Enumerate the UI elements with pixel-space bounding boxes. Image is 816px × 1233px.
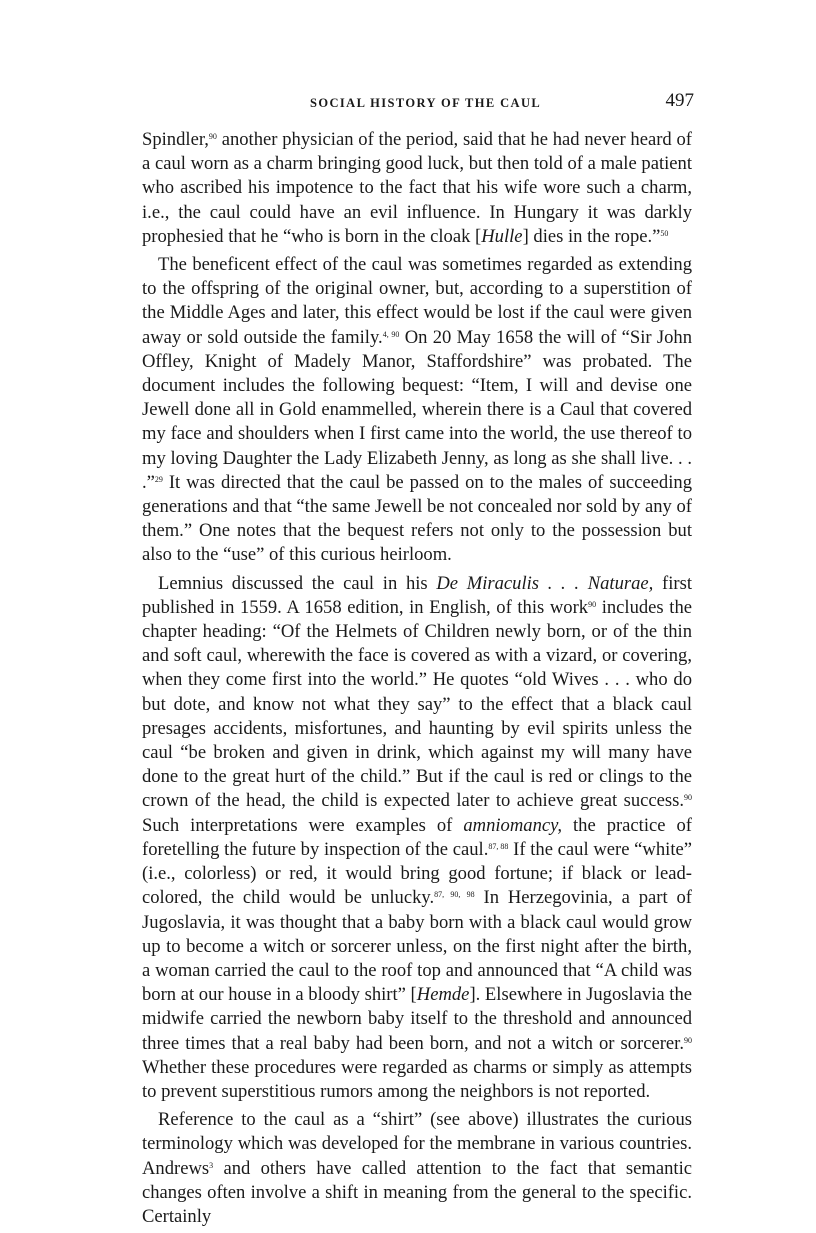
running-head: SOCIAL HISTORY OF THE CAUL	[310, 96, 542, 110]
document-page	[142, 88, 692, 1233]
text-run: In Herzegovinia, a part of Jugoslavia, it was thought that a baby born with a black caul would grow up to become a witch or sorcerer unless, on the first night after the birth, a woman carried the caul to the roof top and announced that “A child was born at our house in a bloody shirt” [	[142, 887, 692, 1006]
body-text	[142, 128, 692, 1229]
text-run: Lemnius discussed the caul in his	[158, 572, 437, 594]
footnote-reference: 50	[660, 228, 669, 238]
text-run: ] dies in the rope.”	[522, 225, 661, 247]
paragraph	[142, 128, 692, 249]
italic-text: Hemde	[416, 984, 470, 1006]
text-run: includes the chapter heading: “Of the Helmets of Children newly born, or of the thin and soft caul, wherewith the face is covered as with a vizard, or covering, when they come first into the world.” He quotes “old Wives . . . who do but dote, and know not what they say” to the effect that a black caul presages accidents, misfortunes, and haunting by evil spirits unless the caul “be broken and given in drink, which against my will many have done to the great hurt of the child.” But if the caul is red or clings to the crown of the head, the child is expected later to achieve great success.	[142, 596, 692, 812]
footnote-reference: 3	[209, 1160, 214, 1170]
paragraph	[142, 1108, 692, 1229]
footnote-reference: 90	[588, 599, 597, 609]
text-run: The beneficent effect of the caul was sometimes regarded as extending to the offspring of the original owner, but, according to a superstition of the Middle Ages and later, this effect would be lost if the caul were given away or sold outside the family.	[142, 254, 692, 348]
footnote-reference: 90	[208, 132, 217, 141]
paragraph	[142, 572, 692, 1104]
italic-text: amniomancy,	[463, 814, 562, 836]
text-run: On 20 May 1658 the will of “Sir John Offley, Knight of Madely Manor, Staffordshire” was probated. The document includes the following bequest: “Item, I will and devise one Jewell done all in Gold enammelled, wherein there is a Caul that covered my face and shoulders when I first came into the world, the use thereof to my loving Daughter the Lady Elizabeth Jenny, as long as she shall live. . . .”	[142, 326, 692, 493]
text-run: Spindler,	[142, 129, 209, 150]
text-run: Whether these procedures were regarded as charms or simply as attempts to prevent superstitious rumors among the neighbors is not reported.	[142, 1056, 692, 1102]
text-run: and others have called attention to the fact that semantic changes often involve a shift in meaning from the general to the specific. Certainly	[142, 1157, 692, 1227]
footnote-reference: 90	[684, 1035, 692, 1045]
italic-text: Hulle	[481, 225, 523, 247]
text-run: It was directed that the caul be passed on to the males of succeeding generations and that “the same Jewell be not concealed nor sold by any of them.” One notes that the bequest refers not only to the possession but also to the “use” of this curious heirloom.	[142, 471, 692, 566]
paragraph	[142, 253, 692, 568]
text-run: Reference to the caul as a “shirt” (see above) illustrates the curious terminology which was developed for the membrane in various countries. Andrews	[142, 1109, 692, 1179]
footnote-reference: 29	[154, 474, 163, 484]
text-run: the practice of foretelling the future by inspection of the caul.	[142, 814, 693, 860]
footnote-reference: 87, 90, 98	[434, 890, 475, 900]
page-number: 497	[665, 90, 694, 111]
footnote-reference: 87, 88	[488, 841, 509, 851]
text-run: first published in 1559. A 1658 edition, in English, of this work	[142, 572, 692, 618]
text-run: another physician of the period, said that he had never heard of a caul worn as a charm bringing good luck, but then told of a male patient who ascribed his impotence to the fact that his wife wore such a charm, i.e., the caul could have an evil influence. In Hungary it was darkly prophesied that he “who is born in the cloak [	[142, 129, 692, 247]
italic-text: De Miraculis . . . Naturae,	[436, 572, 654, 594]
text-run: If the caul were “white” (i.e., colorless) or red, it would bring good fortune; if black or lead-colored, the child would be unlucky.	[142, 838, 692, 909]
text-run: Such interpretations were examples of	[142, 814, 464, 836]
page-header	[142, 88, 692, 118]
footnote-reference: 90	[684, 793, 692, 803]
text-run: ]. Elsewhere in Jugoslavia the midwife carried the newborn baby itself to the threshold and announced three times that a real baby had been born, and not a witch or sorcerer.	[142, 984, 692, 1054]
footnote-reference: 4, 90	[382, 329, 400, 339]
